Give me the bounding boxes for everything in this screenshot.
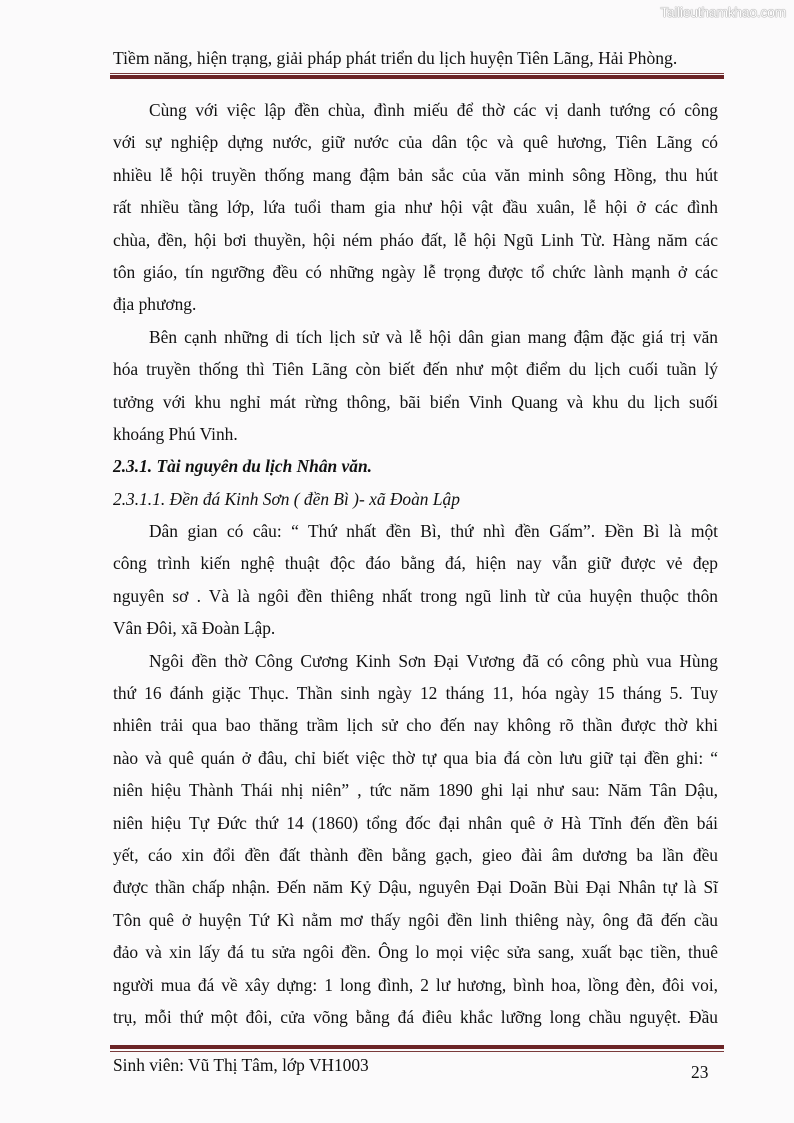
text-line: nguyên sơ . Và là ngôi đền thiêng nhất trong ngũ linh từ của huyện thuộc thôn [113,585,718,606]
text-line: nhiều lễ hội truyền thống mang đậm bản sắc của văn minh sông Hồng, thu hút [113,164,718,185]
paragraph [113,94,718,321]
running-header: Tiềm năng, hiện trạng, giải pháp phát triển du lịch huyện Tiên Lãng, Hải Phòng. [113,48,678,68]
text-line: khoáng Phú Vinh. [113,423,238,444]
header-divider-thin [110,73,724,74]
text-line: 2.3.1.1. Đền đá Kinh Sơn ( đền Bì )- xã Đoàn Lập [113,488,460,509]
text-line: Cùng với việc lập đền chùa, đình miếu để thờ các vị danh tướng có công [149,100,718,120]
text-line: với sự nghiệp dựng nước, giữ nước của dân tộc và quê hương, Tiên Lãng có [113,132,718,153]
footer-divider-thin [110,1051,724,1052]
paragraph [113,645,718,1034]
watermark: Tailieuthamkhao.com [660,4,786,20]
text-line: Dân gian có câu: “ Thứ nhất đền Bì, thứ nhì đền Gấm”. Đền Bì là một [149,521,718,542]
header-divider-thick [110,75,724,79]
text-line: tôn giáo, tín ngưỡng đều có những ngày lễ trọng được tổ chức lành mạnh ở các [113,261,718,282]
text-line: yết, cáo xin đổi đền đất thành đền bằng gạch, gieo đài âm dương ba lần đều [113,844,718,865]
text-line: Ngôi đền thờ Công Cương Kinh Sơn Đại Vương đã có công phù vua Hùng [149,650,718,671]
text-line: địa phương. [113,294,197,315]
paragraph [113,321,718,451]
text-line: nhiên trải qua bao thăng trầm lịch sử cho đến nay không rõ thần được thờ khi [113,715,718,736]
footer-author: Sinh viên: Vũ Thị Tâm, lớp VH1003 [113,1055,369,1075]
text-line: chùa, đền, hội bơi thuyền, hội ném pháo đất, lễ hội Ngũ Linh Từ. Hàng năm các [113,229,718,250]
text-line: người mua đá về xây dựng: 1 long đình, 2 lư hương, bình hoa, lồng đèn, đôi voi, [113,974,718,995]
text-line: nào và quê quán ở đâu, chỉ biết việc thờ tự qua bia đá còn lưu giữ tại đền ghi: “ [113,747,718,768]
text-line: tưởng với khu nghỉ mát rừng thông, bãi biển Vinh Quang và khu du lịch suối [113,391,718,412]
text-line: công trình kiến nghệ thuật độc đáo bằng đá, hiện nay vẫn giữ được vẻ đẹp [113,553,718,574]
page-number: 23 [691,1062,709,1082]
text-line: được thần chấp nhận. Đến năm Kỷ Dậu, nguyên Đại Doãn Bùi Đại Nhân tự là Sĩ [113,877,718,898]
paragraph [113,515,718,645]
text-line: Bên cạnh những di tích lịch sử và lễ hội dân gian mang đậm đặc giá trị văn [149,326,718,347]
text-line: trụ, mỗi thứ một đôi, cửa võng bằng đá điêu khắc lưỡng long chầu nguyệt. Đầu [113,1006,718,1027]
text-line: niên hiệu Thành Thái nhị niên” , tức năm 1890 ghi lại như sau: Năm Tân Dậu, [113,780,718,801]
text-line: Vân Đôi, xã Đoàn Lập. [113,618,276,639]
text-line: hóa truyền thống thì Tiên Lãng còn biết đến như một điểm du lịch cuối tuần lý [113,359,718,380]
text-line: đảo và xin lấy đá tu sửa ngôi đền. Ông lo mọi việc sửa sang, xuất bạc tiền, thuê [113,942,718,963]
subsection-heading [113,483,718,515]
section-heading [113,450,718,482]
document-body [113,94,718,1033]
text-line: niên hiệu Tự Đức thứ 14 (1860) tổng đốc đại nhân quê ở Hà Tĩnh đến đền bái [113,812,718,833]
footer-divider-thick [110,1045,724,1049]
text-line: thứ 16 đánh giặc Thục. Thần sinh ngày 12 tháng 11, hóa ngày 15 tháng 5. Tuy [113,683,718,704]
text-line: Tôn quê ở huyện Tứ Kì nằm mơ thấy ngôi đền linh thiêng này, ông đã đến cầu [113,909,718,930]
text-line: rất nhiều tầng lớp, lứa tuổi tham gia như hội vật đầu xuân, lễ hội ở các đình [113,197,718,218]
text-line: 2.3.1. Tài nguyên du lịch Nhân văn. [113,456,372,477]
